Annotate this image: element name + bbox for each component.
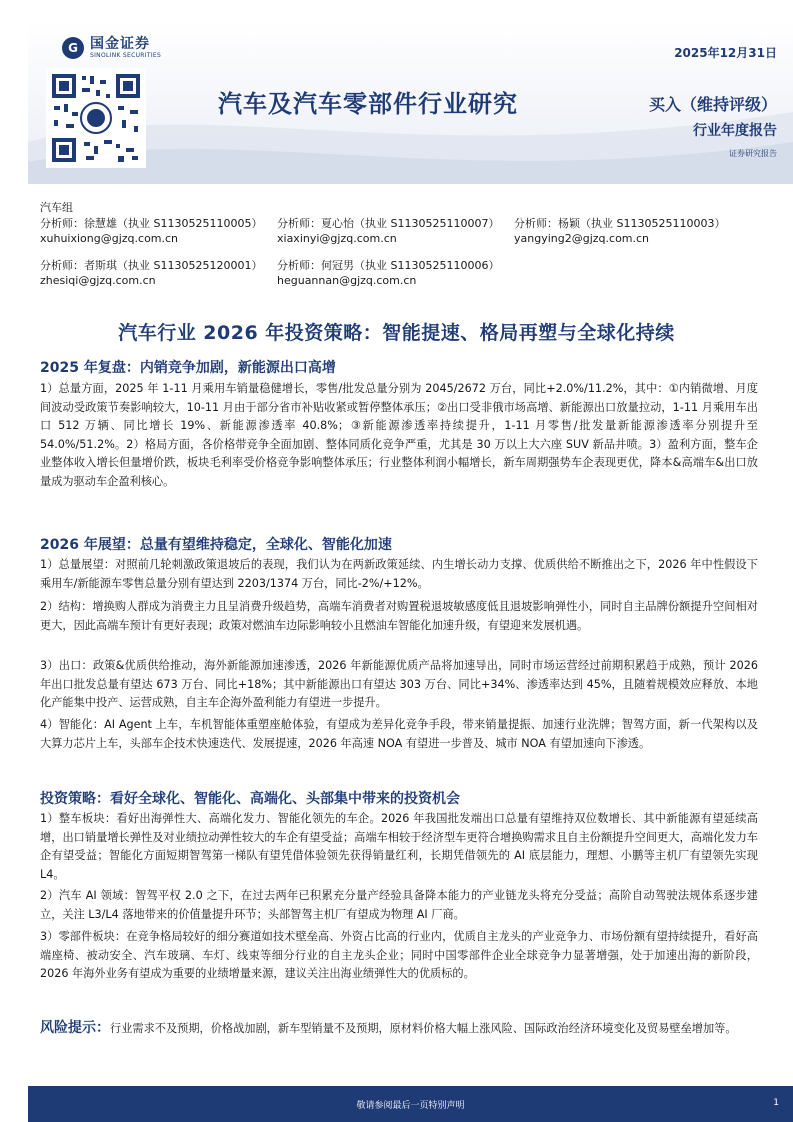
section-paragraph: 3）零部件板块：在竞争格局较好的细分赛道如技术壁垒高、外资占比高的行业内，优质自主龙头的产业竞争力、市场份额有望持续提升，看好高端座椅、被动安全、汽车玻璃、车灯、线束等细分行业的自主龙头企业；同时中国零部件企业全球竞争力显著增强，处于加速出海的新阶段，2026 年海外业务有望成为重要的业绩增量来源，建议关注出海业绩弹性大的优质标的。 (40, 930, 758, 980)
logo-mark-icon: G (62, 37, 84, 59)
analyst-row (40, 216, 760, 246)
report-main-title: 汽车行业 2026 年投资策略：智能提速、格局再塑与全球化持续 (118, 322, 675, 344)
risk-label: 风险提示： (40, 1020, 110, 1036)
logo-name-en: SINOLINK SECURITIES (90, 52, 162, 59)
section-paragraph: 1）总量方面，2025 年 1-11 月乘用车销量稳健增长，零售/批发总量分别为 2045/2672 万台，同比+2.0%/11.2%，其中：①内销微增、月度间波动受政策节奏影响较大，10-11 月由于部分省市补贴收紧或暂停整体承压；②出口受非俄市场高增、新能源出口放量拉动，1-11 月乘用车出口 512 万辆、同比增长 19%、新能源渗透率 40.8%；③新能源渗透率持续提升，1-11 月零售/批发量新能源渗透率分别提升至 54.0%/51.2%。2）格局方面，各价格带竞争全面加剧、整体同质化竞争严重，尤其是 30 万以上大六座 SUV 新品井喷。3）盈利方面，整车企业整体收入增长但量增价跌，板块毛利率受价格竞争影响整体承压；行业整体利润小幅增长，新车周期强势车企表现更优，降本&高端车&出口放量成为驱动车企盈利核心。 (40, 382, 758, 488)
logo-name-cn: 国金证券 (90, 36, 150, 52)
analyst-entry (277, 216, 514, 246)
section-paragraph: 1）总量展望：对照前几轮刺激政策退坡后的表现，我们认为在两新政策延续、内生增长动力支撑、优质供给不断推出之下，2026 年中性假设下乘用车/新能源车零售总量分别有望达到 2203/1374 万台，同比-2%/+12%。 (40, 558, 758, 590)
analyst-block (40, 200, 760, 288)
section-paragraph: 2）结构：增换购人群成为消费主力且呈消费升级趋势，高端车消费者对购置税退坡敏感度低且退坡影响弹性小，同时自主品牌份额提升空间相对更大，因此高端车预计有更好表现；政策对燃油车边际影响较小且燃油车智能化加速升级，有望迎来发展机遇。 (40, 600, 758, 632)
analyst-entry (40, 258, 277, 288)
analyst-name: 分析师：者斯琪（执业 S1130525120001） (40, 259, 263, 272)
risk-warning (40, 1018, 758, 1039)
report-subtype: 证券研究报告 (729, 149, 777, 158)
footer-disclaimer: 敬请参阅最后一页特别声明 (356, 1101, 465, 1111)
section-heading-strategy: 投资策略：看好全球化、智能化、高端化、头部集中带来的投资机会 (40, 791, 460, 807)
rating-label: 买入（维持评级） (648, 95, 777, 114)
section-heading-review: 2025 年复盘：内销竞争加剧，新能源出口高增 (40, 360, 336, 376)
page-number: 1 (773, 1098, 779, 1108)
analyst-email[interactable]: xuhuixiong@gjzq.com.cn (40, 232, 179, 245)
analyst-entry (277, 258, 514, 288)
section-paragraph: 1）整车板块：看好出海弹性大、高端化发力、智能化领先的车企。2026 年我国批发端出口总量有望维持双位数增长、其中新能源有望延续高增，出口销量增长弹性及对业绩拉动弹性较大的车企有望受益；高端车相较于经济型车更符合增换购需求且自主份额提升空间更大，高端化发力车企有望受益；智能化方面短期智驾第一梯队有望凭借体验领先获得销量红利，长期凭借领先的 AI 底层能力，理想、小鹏等主机厂有望领先实现 L4。 (40, 812, 758, 881)
analyst-entry (40, 216, 277, 246)
analyst-email[interactable]: zhesiqi@gjzq.com.cn (40, 274, 156, 287)
section-paragraph: 2）汽车 AI 领域：智驾平权 2.0 之下，在过去两年已积累充分量产经验具备降本能力的产业链龙头将充分受益；高阶自动驾驶法规体系逐步建立，关注 L3/L4 落地带来的价值量提升环节；头部智驾主机厂有望成为物理 AI 厂商。 (40, 889, 758, 921)
analyst-email[interactable]: xiaxinyi@gjzq.com.cn (277, 232, 397, 245)
analyst-name: 分析师：杨颖（执业 S1130525110003） (514, 217, 726, 230)
section-paragraph: 3）出口：政策&优质供给推动，海外新能源加速渗透，2026 年新能源优质产品将加速导出，同时市场运营经过前期积累趋于成熟，预计 2026 年出口批发总量有望达 673 万台、同比+18%；其中新能源出口有望达 303 万台、同比+34%、渗透率达到 45%，且随着规模效应释放、本地化产能集中投产、运营成熟，自主车企海外盈利能力有望进一步提升。 (40, 659, 758, 709)
analyst-group: 汽车组 (40, 201, 73, 214)
page-footer (28, 1086, 793, 1122)
section-paragraph: 4）智能化：AI Agent 上车，车机智能体重塑座舱体验，有望成为差异化竞争手段，带来销量提振、加速行业洗牌；智驾方面，新一代架构以及大算力芯片上车，头部车企技术快速迭代、发展提速，2026 年高速 NOA 有望进一步普及、城市 NOA 有望加速向下渗透。 (40, 718, 758, 750)
analyst-email[interactable]: heguannan@gjzq.com.cn (277, 274, 417, 287)
analyst-name: 分析师：夏心怡（执业 S1130525110007） (277, 217, 500, 230)
report-date: 2025年12月31日 (674, 46, 777, 60)
analyst-email[interactable]: yangying2@gjzq.com.cn (514, 232, 650, 245)
industry-title: 汽车及汽车零部件行业研究 (218, 90, 518, 118)
section-heading-outlook: 2026 年展望：总量有望维持稳定，全球化、智能化加速 (40, 537, 392, 553)
analyst-name: 分析师：徐慧雄（执业 S1130525110005） (40, 217, 263, 230)
analyst-name: 分析师：何冠男（执业 S1130525110006） (277, 259, 500, 272)
analyst-row (40, 258, 760, 288)
company-logo (62, 36, 161, 60)
report-header (28, 22, 793, 184)
risk-text: 行业需求不及预期，价格战加剧，新车型销量不及预期，原材料价格大幅上涨风险、国际政治经济环境变化及贸易壁垒增加等。 (110, 1022, 737, 1035)
qr-code-icon (46, 68, 146, 168)
report-type: 行业年度报告 (693, 123, 777, 139)
analyst-entry (514, 216, 751, 246)
